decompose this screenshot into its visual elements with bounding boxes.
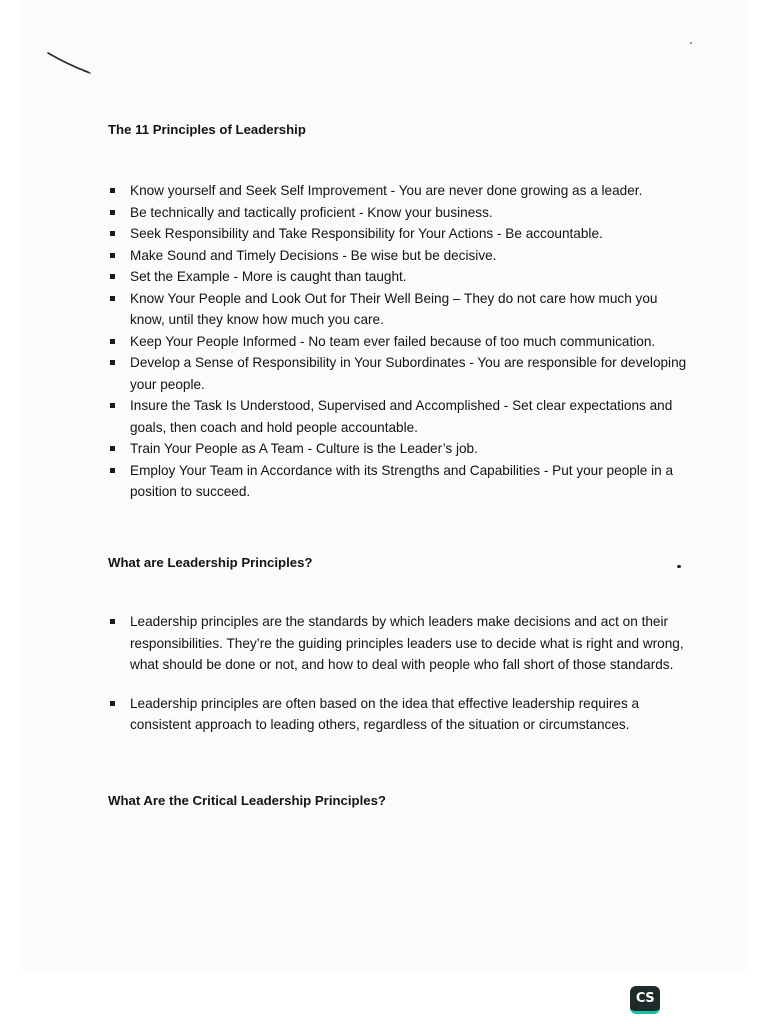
bullet-square-icon	[110, 210, 115, 215]
bullet-square-icon	[110, 253, 115, 258]
heading-critical: What Are the Critical Leadership Principles?	[108, 793, 386, 808]
bullet-square-icon	[110, 619, 115, 624]
list-item: Develop a Sense of Responsibility in Your Subordinates - You are responsible for developing your people.	[108, 352, 688, 395]
bullet-square-icon	[110, 339, 115, 344]
bullet-square-icon	[110, 188, 115, 193]
list-item: Keep Your People Informed - No team ever failed because of too much communication.	[108, 331, 688, 353]
bullet-square-icon	[110, 231, 115, 236]
list-item: Know Your People and Look Out for Their Well Being – They do not care how much you know, until they know how much you care.	[108, 288, 688, 331]
bullet-square-icon	[110, 468, 115, 473]
scan-speck	[690, 42, 692, 44]
list-item: Train Your People as A Team - Culture is the Leader’s job.	[108, 438, 688, 460]
list-item: Make Sound and Timely Decisions - Be wise but be decisive.	[108, 245, 688, 267]
bullet-square-icon	[110, 360, 115, 365]
list-item: Employ Your Team in Accordance with its Strengths and Capabilities - Put your people in a position to succeed.	[108, 460, 688, 503]
list-item: Seek Responsibility and Take Responsibility for Your Actions - Be accountable.	[108, 223, 688, 245]
what-are-list	[108, 611, 688, 736]
camscanner-logo-icon: CS	[630, 986, 660, 1014]
heading-what-are: What are Leadership Principles?	[108, 555, 313, 570]
list-item: Leadership principles are the standards by which leaders make decisions and act on their responsibilities. They’re the guiding principles leaders use to decide what is right and wrong, what should be done or not, and how to deal with people who fall short of those standards.	[108, 611, 688, 676]
list-item: Be technically and tactically proficient - Know your business.	[108, 202, 688, 224]
list-item: Insure the Task Is Understood, Supervised and Accomplished - Set clear expectations and goals, then coach and hold people accountable.	[108, 395, 688, 438]
bullet-square-icon	[110, 296, 115, 301]
pen-stroke-mark	[46, 50, 92, 76]
scan-speck	[677, 565, 681, 568]
heading-principles: The 11 Principles of Leadership	[108, 122, 306, 137]
list-item: Know yourself and Seek Self Improvement - You are never done growing as a leader.	[108, 180, 688, 202]
bullet-square-icon	[110, 403, 115, 408]
list-item: Leadership principles are often based on the idea that effective leadership requires a consistent approach to leading others, regardless of the situation or circumstances.	[108, 693, 688, 736]
list-item: Set the Example - More is caught than taught.	[108, 266, 688, 288]
bullet-square-icon	[110, 701, 115, 706]
principles-list	[108, 180, 688, 503]
bullet-square-icon	[110, 274, 115, 279]
bullet-square-icon	[110, 446, 115, 451]
